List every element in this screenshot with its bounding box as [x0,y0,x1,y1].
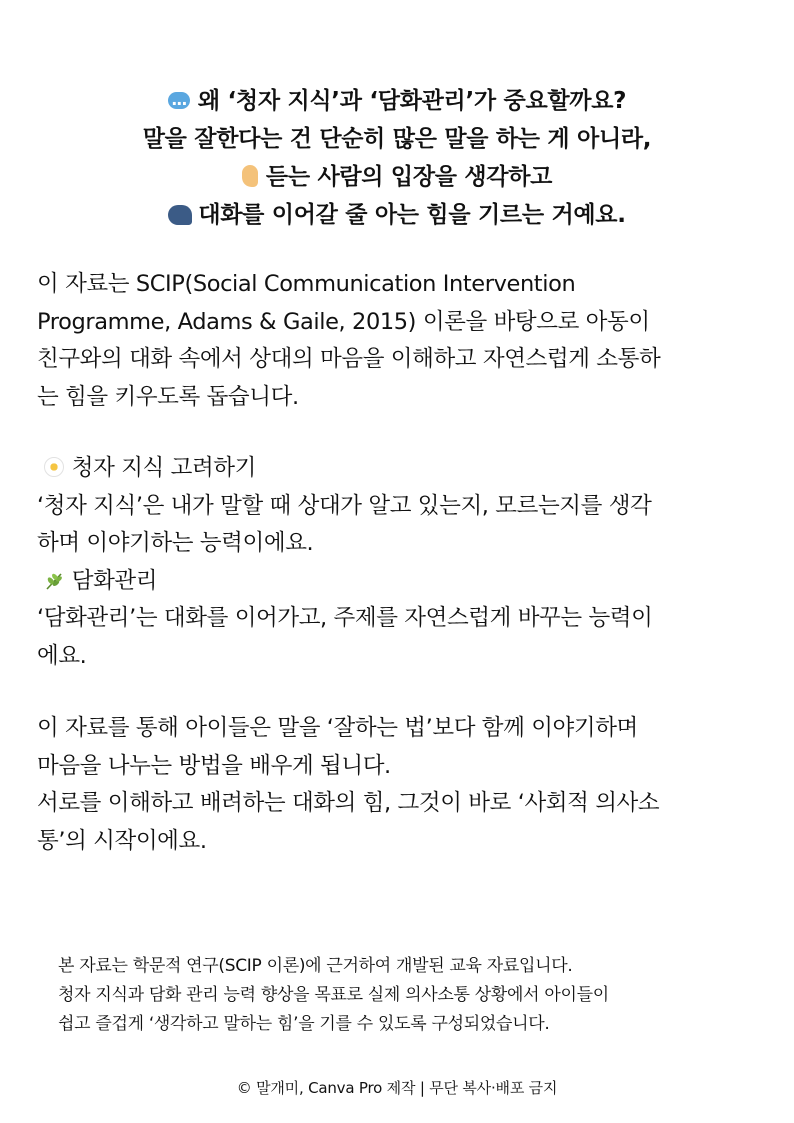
listener-knowledge-line-1: ‘청자 지식’은 내가 말할 때 상대가 알고 있는지, 모르는지를 생각 [37,492,652,519]
speaking-head-icon [168,205,192,225]
heading-line-1: ···왜 ‘청자 지식’과 ‘담화관리’가 중요할까요? [0,82,794,120]
footer-note-line-1: 본 자료는 학문적 연구(SCIP 이론)에 근거하여 개발된 교육 자료입니다. [58,956,573,976]
intro-line-4: 는 힘을 키우도록 돕습니다. [37,383,299,410]
listener-knowledge-line-2: 하며 이야기하는 능력이에요. [37,530,314,556]
intro-paragraph [37,266,767,416]
intro-line-3: 친구와의 대화 속에서 상대의 마음을 이해하고 자연스럽게 소통하 [37,346,661,372]
intro-line-1: 이 자료는 SCIP(Social Communication Intervention [37,271,576,297]
closing-line-4: 통’의 시작이에요. [37,827,207,854]
discourse-line-1: ‘담화관리’는 대화를 이어가고, 주제를 자연스럽게 바꾸는 능력이 [37,605,653,631]
intro-line-2: Programme, Adams & Gaile, 2015) 이론을 바탕으로 아동이 [37,308,650,335]
discourse-line-2: 에요. [37,642,87,669]
ear-icon [242,165,258,187]
intro-heading [0,82,794,234]
herb-icon [44,571,64,591]
closing-line-3: 서로를 이해하고 배려하는 대화의 힘, 그것이 바로 ‘사회적 의사소 [37,790,660,816]
heading-line-2: 말을 잘한다는 건 단순히 많은 말을 하는 게 아니라, [142,126,652,152]
listener-knowledge-section [37,450,767,675]
footer-note-line-2: 청자 지식과 담화 관리 능력 향상을 목표로 실제 의사소통 상황에서 아이들이 [58,985,609,1005]
heading-line-3: 듣는 사람의 입장을 생각하고 [0,158,794,196]
footer-note-line-3: 쉽고 즐겁게 ‘생각하고 말하는 힘’을 기를 수 있도록 구성되었습니다. [58,1014,550,1034]
heading-line-4: 대화를 이어갈 줄 아는 힘을 기르는 거예요. [0,196,794,234]
blossom-icon [44,457,64,477]
closing-line-1: 이 자료를 통해 아이들은 말을 ‘잘하는 법’보다 함께 이야기하며 [37,715,638,741]
closing-line-2: 마음을 나누는 방법을 배우게 됩니다. [37,752,391,779]
copyright-notice: © 말개미, Canva Pro 제작 | 무단 복사·배포 금지 [236,1079,558,1097]
speech-bubble-icon [168,92,190,109]
closing-paragraph [37,710,767,860]
discourse-title: 담화관리 [37,563,767,601]
footer-note [58,952,748,1039]
listener-knowledge-title: 청자 지식 고려하기 [37,450,767,488]
